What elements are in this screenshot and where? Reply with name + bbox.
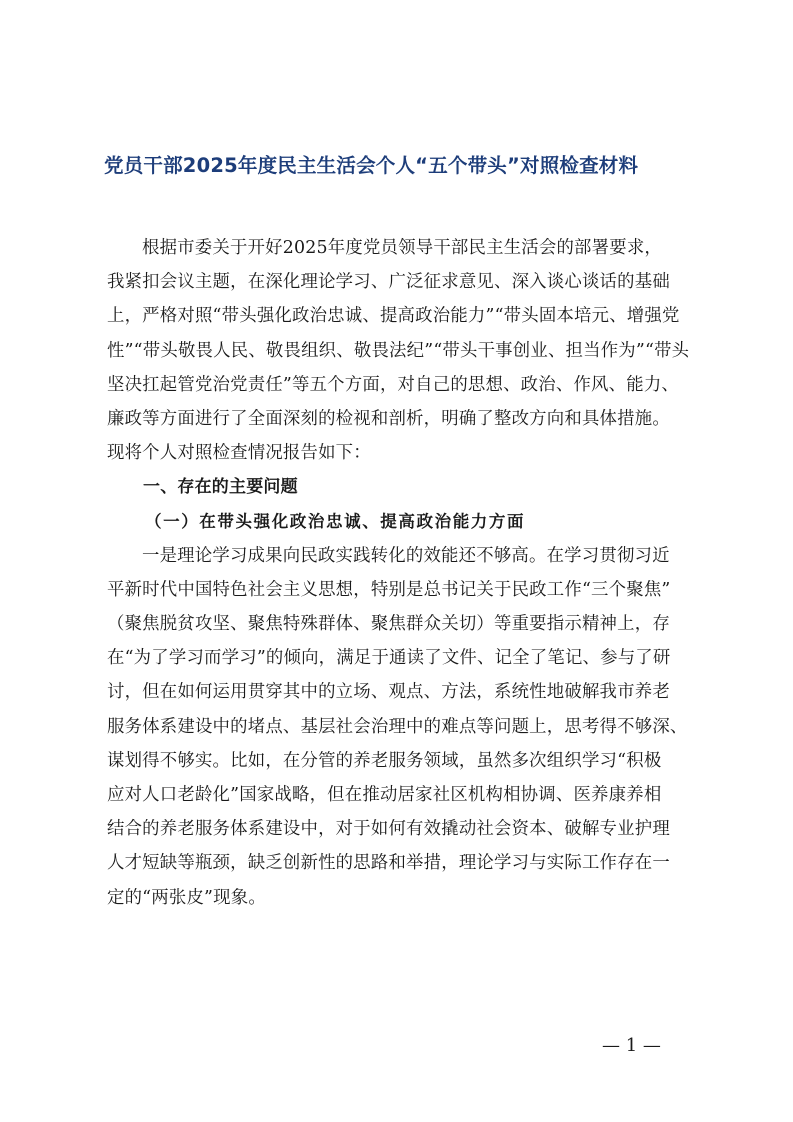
- point-line: 平新时代中国特色社会主义思想，特别是总书记关于民政工作“三个聚焦”: [107, 579, 671, 600]
- point-line: 人才短缺等瓶颈，缺乏创新性的思路和举措，理论学习与实际工作存在一: [107, 853, 670, 874]
- intro-line: 根据市委关于开好2025年度党员领导干部民主生活会的部署要求，: [142, 238, 663, 258]
- point-line: 一是理论学习成果向民政实践转化的效能还不够高。在学习贯彻习近: [142, 545, 670, 566]
- subsection-heading: （一）在带头强化政治忠诚、提高政治能力方面: [145, 511, 526, 531]
- intro-line: 我紧扣会议主题，在深化理论学习、广泛征求意见、深入谈心谈话的基础: [107, 272, 670, 293]
- intro-line: 上，严格对照“带头强化政治忠诚、提高政治能力”“带头固本培元、增强党: [107, 306, 680, 327]
- intro-line: 现将个人对照检查情况报告如下：: [107, 443, 371, 464]
- section-heading: 一、存在的主要问题: [143, 477, 298, 498]
- intro-paragraph: [107, 231, 697, 470]
- point-line: 定的“两张皮”现象。: [107, 887, 266, 908]
- document-title: 党员干部2025年度民主生活会个人“五个带头”对照检查材料: [104, 154, 639, 177]
- point-line: 服务体系建设中的堵点、基层社会治理中的难点等问题上，思考得不够深、: [107, 716, 688, 737]
- point-line: 讨，但在如何运用贯穿其中的立场、观点、方法，系统性地破解我市养老: [107, 682, 670, 703]
- intro-line: 廉政等方面进行了全面深刻的检视和剖析，明确了整改方向和具体措施。: [107, 408, 670, 429]
- point-line: 在“为了学习而学习”的倾向，满足于通读了文件、记全了笔记、参与了研: [107, 648, 671, 669]
- document-body: [107, 231, 697, 915]
- point-paragraph: [107, 539, 697, 915]
- point-line: 应对人口老龄化”国家战略，但在推动居家社区机构相协调、医养康养相: [107, 785, 662, 805]
- intro-line: 性”“带头敬畏人民、敬畏组织、敬畏法纪”“带头干事创业、担当作为”“带头: [107, 340, 690, 361]
- page-number: — 1 —: [602, 1035, 661, 1056]
- point-line: （聚焦脱贫攻坚、聚焦特殊群体、聚焦群众关切）等重要指示精神上，存: [107, 614, 670, 635]
- point-line: 结合的养老服务体系建设中，对于如何有效撬动社会资本、破解专业护理: [107, 819, 670, 840]
- point-line: 谋划得不够实。比如，在分管的养老服务领域，虽然多次组织学习“积极: [107, 750, 662, 771]
- intro-line: 坚决扛起管党治党责任”等五个方面，对自己的思想、政治、作风、能力、: [107, 374, 679, 395]
